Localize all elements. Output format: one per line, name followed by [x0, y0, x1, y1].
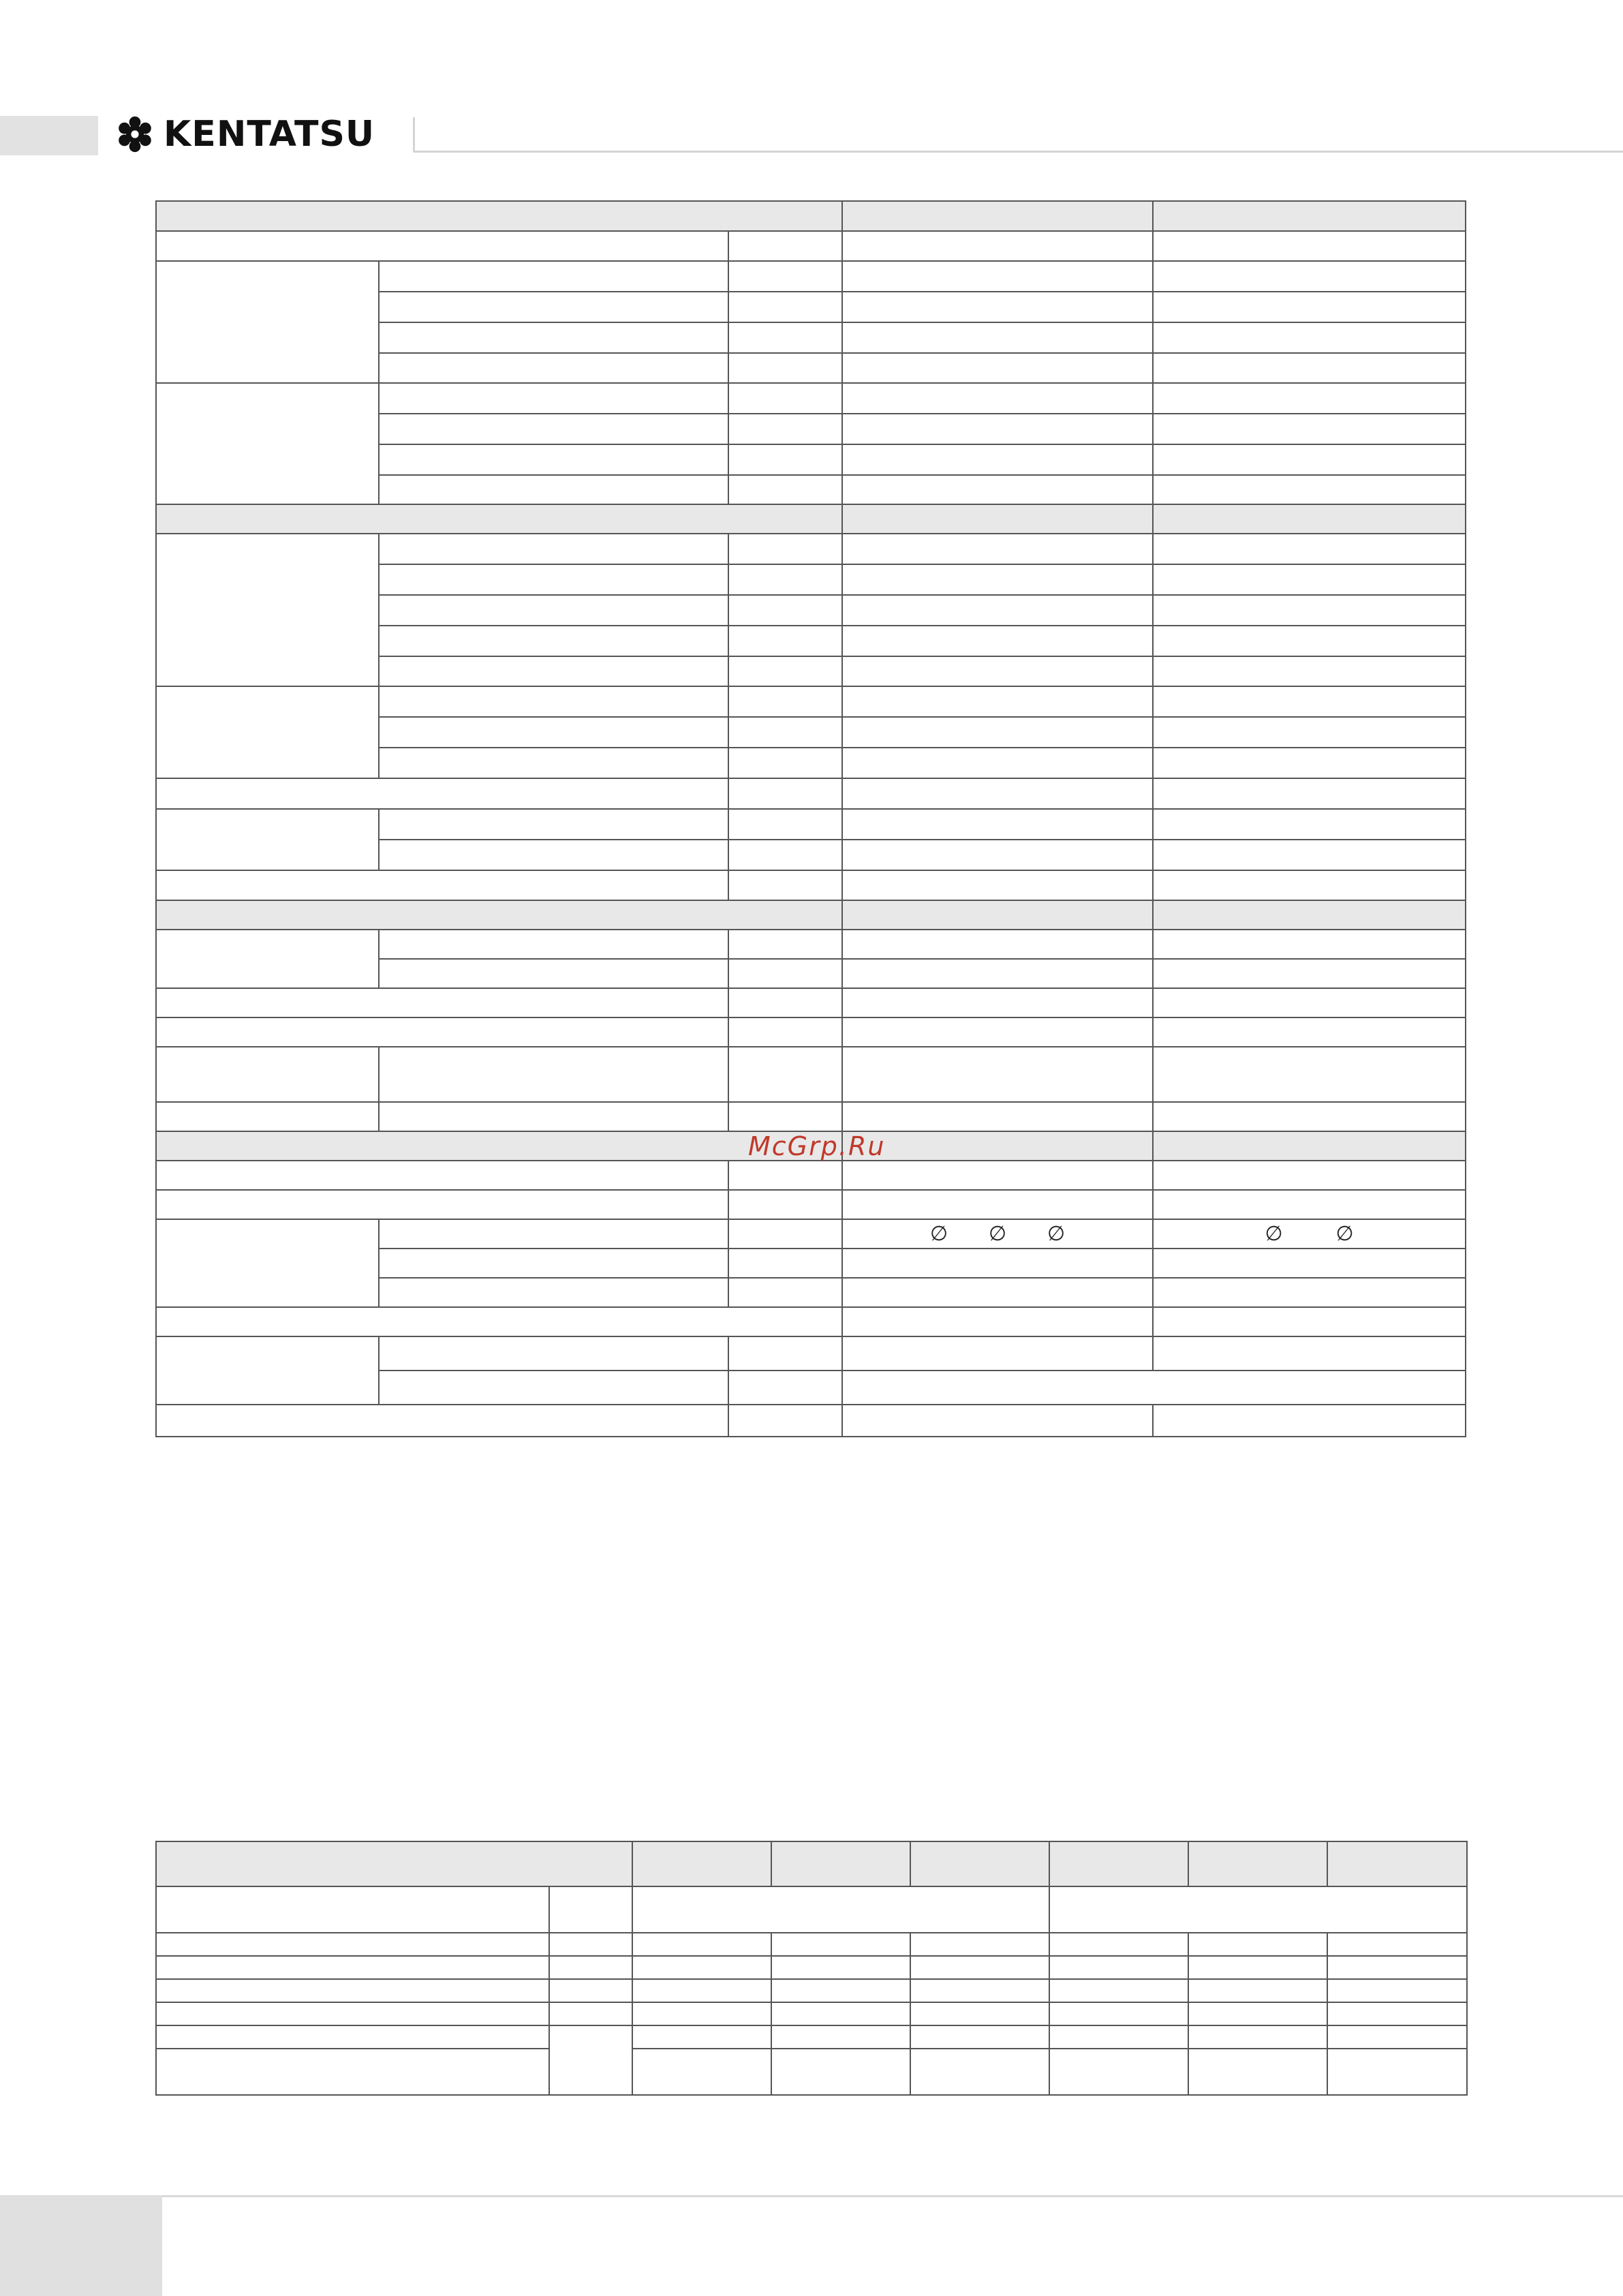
- table-row: [156, 201, 1466, 231]
- table-cell: [842, 656, 1153, 686]
- table-row: [156, 2002, 1467, 2025]
- table-cell: [771, 1956, 910, 1979]
- table-cell: [842, 809, 1153, 840]
- table-cell: [771, 2049, 910, 2095]
- table-cell: [728, 261, 842, 292]
- table-cell: [728, 717, 842, 748]
- table-row: [156, 1307, 1466, 1336]
- table-cell: [1049, 2025, 1188, 2049]
- table-cell: [156, 778, 728, 809]
- table-cell: [156, 1307, 842, 1336]
- table-cell: [379, 534, 728, 564]
- table-cell: [842, 353, 1153, 383]
- table-cell: [728, 778, 842, 809]
- table-cell: [156, 1841, 632, 1886]
- compatibility-table: [155, 1841, 1468, 2096]
- table-cell: [771, 1933, 910, 1956]
- table-cell: [728, 292, 842, 322]
- table-cell: [728, 1219, 842, 1249]
- table-cell: [728, 414, 842, 444]
- table-cell: [842, 322, 1153, 353]
- table-cell: [910, 1841, 1049, 1886]
- table-row: [156, 1190, 1466, 1219]
- table-cell: [842, 1278, 1153, 1307]
- header-gray-tab: [0, 116, 98, 155]
- table-cell: [379, 656, 728, 686]
- table-cell: [156, 1336, 379, 1405]
- table-cell: [728, 988, 842, 1017]
- table-row: [156, 1336, 1466, 1371]
- table-row: [156, 261, 1466, 292]
- table-row: [156, 1017, 1466, 1047]
- table-cell: [156, 1161, 728, 1190]
- table-cell: [1153, 444, 1466, 475]
- pipe-diameter-cell: [842, 1219, 1153, 1249]
- table-cell: [156, 504, 842, 534]
- table-cell: [842, 201, 1153, 231]
- diameter-symbol: ∅: [929, 1222, 948, 1246]
- table-cell: [842, 717, 1153, 748]
- table-cell: [549, 2025, 632, 2095]
- table-cell: [1153, 959, 1466, 988]
- table-cell: [771, 1979, 910, 2002]
- table-cell: [842, 414, 1153, 444]
- table-cell: [1188, 2025, 1327, 2049]
- table-row: [156, 870, 1466, 900]
- table-cell: [771, 1841, 910, 1886]
- table-cell: [1153, 1017, 1466, 1047]
- table-cell: [156, 1933, 549, 1956]
- table-cell: [1153, 686, 1466, 717]
- table-cell: [1153, 1161, 1466, 1190]
- table-row: [156, 988, 1466, 1017]
- table-cell: [842, 475, 1153, 504]
- table-row: [156, 1102, 1466, 1131]
- table-cell: [1327, 1841, 1467, 1886]
- table-cell: [1327, 1956, 1467, 1979]
- table-cell: [728, 1371, 842, 1405]
- table-cell: [156, 1131, 842, 1161]
- table-cell: [1049, 2002, 1188, 2025]
- table-cell: [728, 959, 842, 988]
- table-cell: [156, 1102, 379, 1131]
- table-cell: [728, 353, 842, 383]
- table-cell: [728, 564, 842, 595]
- table-cell: [1049, 1933, 1188, 1956]
- table-cell: [842, 778, 1153, 809]
- table-cell: [728, 748, 842, 778]
- table-cell: [1049, 2049, 1188, 2095]
- table-cell: [379, 1336, 728, 1371]
- table-cell: [1153, 1249, 1466, 1278]
- table-cell: [842, 1307, 1153, 1336]
- table-cell: [842, 1371, 1466, 1405]
- table-cell: [379, 930, 728, 959]
- table-cell: [728, 870, 842, 900]
- table-cell: [1153, 1278, 1466, 1307]
- table-cell: [910, 2025, 1049, 2049]
- table-cell: [156, 1219, 379, 1307]
- table-cell: [156, 988, 728, 1017]
- table-cell: [1153, 778, 1466, 809]
- table-cell: [842, 1249, 1153, 1278]
- table-cell: [1153, 504, 1466, 534]
- table-row: [156, 1161, 1466, 1190]
- table-row: [156, 1405, 1466, 1437]
- table-cell: [1153, 201, 1466, 231]
- table-row: [156, 778, 1466, 809]
- table-cell: [910, 1979, 1049, 2002]
- table-row: [156, 1047, 1466, 1102]
- table-cell: [1327, 2025, 1467, 2049]
- table-cell: [1327, 1979, 1467, 2002]
- table-cell: [156, 900, 842, 930]
- table-cell: [379, 1249, 728, 1278]
- table-cell: [1153, 292, 1466, 322]
- table-cell: [728, 809, 842, 840]
- table-cell: [1153, 1047, 1466, 1102]
- table-cell: [156, 2002, 549, 2025]
- table-cell: [379, 959, 728, 988]
- table-cell: [842, 231, 1153, 261]
- table-cell: [842, 870, 1153, 900]
- table-row: [156, 231, 1466, 261]
- table-cell: [728, 383, 842, 414]
- table-cell: [1153, 900, 1466, 930]
- table-cell: [549, 1933, 632, 1956]
- table-cell: [1153, 626, 1466, 656]
- table-row: [156, 534, 1466, 564]
- table-cell: [1188, 1956, 1327, 1979]
- table-cell: [910, 2002, 1049, 2025]
- table-cell: [1153, 231, 1466, 261]
- table-cell: [379, 595, 728, 626]
- table-cell: [1153, 383, 1466, 414]
- table-cell: [842, 595, 1153, 626]
- table-cell: [728, 475, 842, 504]
- table-cell: [1153, 1131, 1466, 1161]
- table-row: [156, 2049, 1467, 2095]
- table-cell: [728, 1249, 842, 1278]
- table-cell: [842, 564, 1153, 595]
- table-cell: [379, 686, 728, 717]
- table-cell: [842, 1017, 1153, 1047]
- diameter-symbol: ∅: [988, 1222, 1007, 1246]
- table-cell: [1153, 1190, 1466, 1219]
- table-cell: [728, 686, 842, 717]
- table-cell: [379, 840, 728, 870]
- table-cell: [842, 261, 1153, 292]
- table-cell: [1188, 1933, 1327, 1956]
- table-cell: [1188, 1841, 1327, 1886]
- table-cell: [842, 748, 1153, 778]
- table-cell: [728, 626, 842, 656]
- table-cell: [549, 1979, 632, 2002]
- table-cell: [549, 2002, 632, 2025]
- table-cell: [1153, 809, 1466, 840]
- brand-logo: [116, 110, 375, 158]
- table-cell: [156, 1190, 728, 1219]
- table-cell: [842, 1405, 1153, 1437]
- table-cell: [632, 1933, 771, 1956]
- table-cell: [1153, 988, 1466, 1017]
- table-cell: [156, 1956, 549, 1979]
- table-cell: [728, 1405, 842, 1437]
- table-cell: [379, 414, 728, 444]
- table-row: [156, 2025, 1467, 2049]
- table-cell: [379, 261, 728, 292]
- table-cell: [842, 1161, 1153, 1190]
- table-cell: [728, 231, 842, 261]
- table-cell: [728, 1161, 842, 1190]
- gear-icon: [116, 115, 154, 153]
- table-cell: [842, 900, 1153, 930]
- table-cell: [156, 870, 728, 900]
- table-cell: [1153, 353, 1466, 383]
- table-row: [156, 1841, 1467, 1886]
- table-row: [156, 1933, 1467, 1956]
- table-cell: [842, 504, 1153, 534]
- table-cell: [842, 1047, 1153, 1102]
- table-cell: [156, 261, 379, 383]
- table-row: [156, 1979, 1467, 2002]
- table-cell: [379, 564, 728, 595]
- table-cell: [156, 686, 379, 778]
- table-cell: [910, 1933, 1049, 1956]
- brand-name: KENTATSU: [164, 114, 375, 155]
- table-row: [156, 930, 1466, 959]
- table-row: [156, 1219, 1466, 1249]
- table-cell: [379, 292, 728, 322]
- table-cell: [728, 930, 842, 959]
- table-cell: [379, 626, 728, 656]
- table-row: [156, 809, 1466, 840]
- table-cell: [728, 1336, 842, 1371]
- table-cell: [1153, 748, 1466, 778]
- table-cell: [842, 534, 1153, 564]
- table-cell: [1049, 1841, 1188, 1886]
- table-cell: [379, 1278, 728, 1307]
- diameter-symbol: ∅: [1335, 1222, 1354, 1246]
- table-cell: [842, 444, 1153, 475]
- table-cell: [842, 988, 1153, 1017]
- table-cell: [1153, 414, 1466, 444]
- table-cell: [156, 1047, 379, 1102]
- specifications-table: [155, 200, 1466, 1437]
- table-cell: [728, 444, 842, 475]
- table-cell: [379, 1219, 728, 1249]
- table-cell: [379, 353, 728, 383]
- table-row: [156, 1956, 1467, 1979]
- table-cell: [632, 2002, 771, 2025]
- table-cell: [156, 534, 379, 686]
- diameter-symbol: ∅: [1265, 1222, 1283, 1246]
- footer-gray-block: [0, 2195, 162, 2296]
- table-cell: [379, 717, 728, 748]
- table-cell: [549, 1956, 632, 1979]
- table-cell: [1153, 840, 1466, 870]
- table-cell: [379, 1102, 728, 1131]
- table-cell: [156, 1886, 549, 1933]
- table-cell: [1153, 322, 1466, 353]
- table-cell: [1188, 2049, 1327, 2095]
- table-row: [156, 1886, 1467, 1933]
- table-cell: [1153, 534, 1466, 564]
- table-cell: [379, 1047, 728, 1102]
- table-cell: [156, 231, 728, 261]
- footer-rule: [162, 2195, 1623, 2197]
- table-cell: [632, 1979, 771, 2002]
- table-row: [156, 900, 1466, 930]
- table-cell: [842, 383, 1153, 414]
- table-cell: [379, 1371, 728, 1405]
- table-cell: [1049, 1956, 1188, 1979]
- table-cell: [728, 322, 842, 353]
- table-cell: [1327, 2002, 1467, 2025]
- table-cell: [728, 534, 842, 564]
- table-cell: [728, 1278, 842, 1307]
- table-cell: [842, 686, 1153, 717]
- table-cell: [842, 292, 1153, 322]
- table-cell: [156, 809, 379, 870]
- table-cell: [842, 959, 1153, 988]
- table-cell: [156, 1017, 728, 1047]
- diameter-symbol: ∅: [1047, 1222, 1066, 1246]
- table-cell: [632, 1841, 771, 1886]
- table-cell: [842, 1102, 1153, 1131]
- table-cell: [1153, 656, 1466, 686]
- table-cell: [549, 1886, 632, 1933]
- table-cell: [156, 201, 842, 231]
- table-cell: [728, 656, 842, 686]
- table-cell: [842, 930, 1153, 959]
- watermark: McGrp.Ru: [748, 1131, 886, 1161]
- table-cell: [1153, 870, 1466, 900]
- table-cell: [156, 2025, 549, 2049]
- table-row: [156, 686, 1466, 717]
- table-cell: [1153, 564, 1466, 595]
- table-cell: [632, 1886, 1049, 1933]
- table-cell: [379, 748, 728, 778]
- table-cell: [771, 2002, 910, 2025]
- table-cell: [771, 2025, 910, 2049]
- table-cell: [842, 1336, 1153, 1371]
- table-cell: [379, 383, 728, 414]
- table-cell: [1049, 1886, 1467, 1933]
- table-cell: [1153, 1336, 1466, 1371]
- table-cell: [1153, 261, 1466, 292]
- table-cell: [728, 595, 842, 626]
- table-cell: [1188, 1979, 1327, 2002]
- header-rule: [413, 117, 1623, 153]
- pipe-diameter-cell: [1153, 1219, 1466, 1249]
- table-cell: [1153, 1307, 1466, 1336]
- table-cell: [842, 840, 1153, 870]
- table-cell: [728, 1102, 842, 1131]
- table-cell: [910, 2049, 1049, 2095]
- table-cell: [156, 1979, 549, 2002]
- table-cell: [842, 1131, 1153, 1161]
- table-cell: [728, 840, 842, 870]
- table-cell: [842, 626, 1153, 656]
- table-cell: [632, 2049, 771, 2095]
- table-cell: [1188, 2002, 1327, 2025]
- table-cell: [1153, 475, 1466, 504]
- table-cell: [728, 1190, 842, 1219]
- table-cell: [156, 1405, 728, 1437]
- table-cell: [379, 809, 728, 840]
- table-cell: [379, 322, 728, 353]
- table-cell: [1327, 2049, 1467, 2095]
- table-cell: [1327, 1933, 1467, 1956]
- table-cell: [156, 2049, 549, 2095]
- table-cell: [910, 1956, 1049, 1979]
- table-cell: [632, 1956, 771, 1979]
- table-cell: [842, 1190, 1153, 1219]
- table-cell: [379, 475, 728, 504]
- table-cell: [728, 1017, 842, 1047]
- table-cell: [1153, 1102, 1466, 1131]
- table-cell: [728, 1047, 842, 1102]
- table-row: [156, 504, 1466, 534]
- table-cell: [1049, 1979, 1188, 2002]
- table-cell: [1153, 595, 1466, 626]
- table-cell: [1153, 930, 1466, 959]
- table-cell: [156, 383, 379, 504]
- table-row: [156, 383, 1466, 414]
- table-cell: [632, 2025, 771, 2049]
- table-cell: [156, 930, 379, 988]
- table-cell: [1153, 1405, 1466, 1437]
- table-cell: [379, 444, 728, 475]
- table-cell: [1153, 717, 1466, 748]
